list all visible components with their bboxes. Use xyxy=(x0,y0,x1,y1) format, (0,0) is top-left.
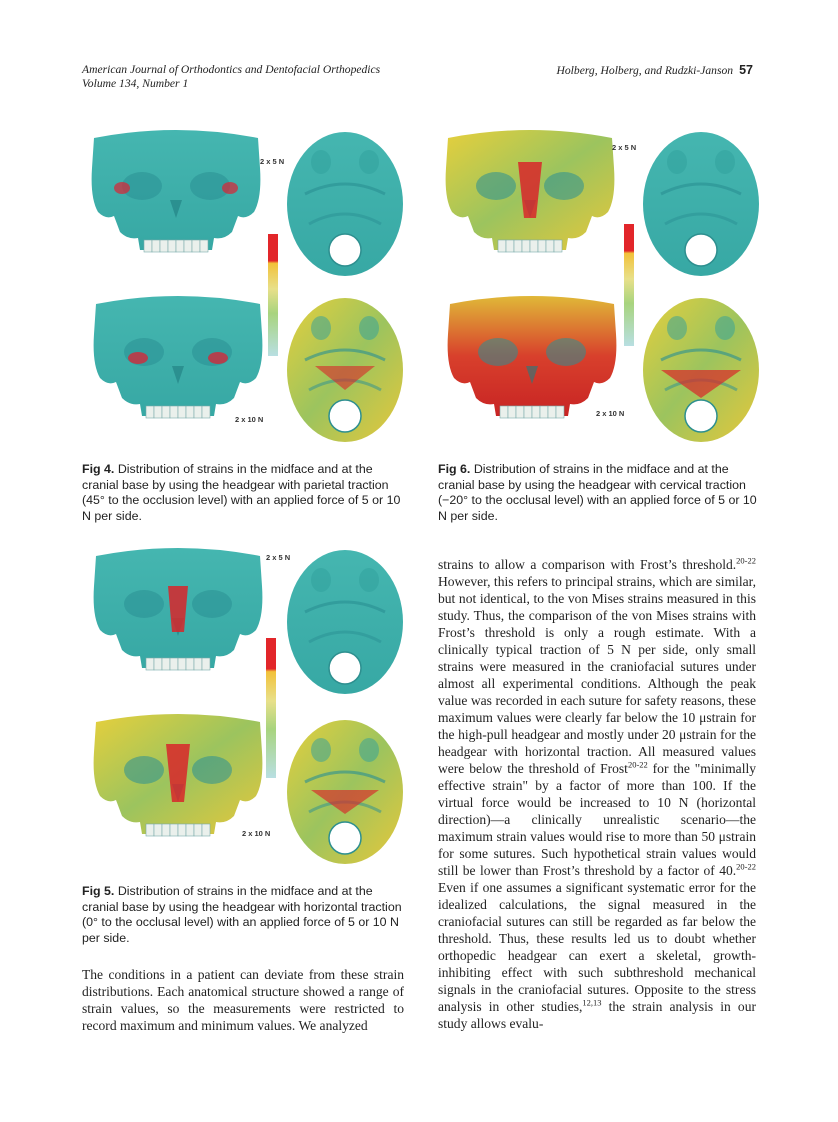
text-segment-3: for the "minimally effective strain" by a factor of more than 100. If the virtual force would be increased to 10 N (horizontal direction)—a clinically unrealistic scenario—the maximum strain values would rise to more than 50 μstrain for some sutures. Such hypothetical strain values would still be lower than Frost’s threshold by a factor of 40. xyxy=(438,761,756,878)
skull-frontal-10n xyxy=(448,296,617,418)
label-5n: 2 x 5 N xyxy=(260,157,285,166)
label-10n: 2 x 10 N xyxy=(596,409,625,418)
body-paragraph xyxy=(438,556,756,1032)
figure-6-caption-text: Distribution of strains in the midface and at the cranial base by using the headgear with cervical traction (−20° to the occlusal level) with an applied force of 5 or 10 N per side. xyxy=(438,462,757,523)
color-scale-bar xyxy=(268,234,278,356)
text-segment-5: the strain analysis in our study allows evalu- xyxy=(438,999,756,1031)
label-10n: 2 x 10 N xyxy=(242,829,271,838)
color-scale-bar xyxy=(266,638,276,778)
cranial-base-10n xyxy=(643,298,759,442)
cranial-base-5n xyxy=(287,550,403,694)
cranial-base-10n xyxy=(287,720,403,864)
figure-4-caption xyxy=(82,462,406,524)
citation-ref: 20-22 xyxy=(736,555,756,566)
label-5n: 2 x 5 N xyxy=(266,553,291,562)
figure-6-caption xyxy=(438,462,758,524)
color-scale-bar xyxy=(624,224,634,346)
skull-frontal-10n xyxy=(94,714,263,836)
skull-frontal-5n xyxy=(446,130,615,252)
journal-volume: Volume 134, Number 1 xyxy=(82,77,189,90)
cranial-base-5n xyxy=(287,132,403,276)
running-header-journal xyxy=(82,63,380,91)
text-segment-4: Even if one assumes a significant systematic error for the idealized calculations, the signal measured in the craniofacial sutures can still be regarded as far below the threshold. Thus, these results led us to doubt whether orthopedic headgear can exert a skeletal, growth-inhibiting effect with such subthreshold mechanical signals in the craniofacial sutures. Opposite to the stress analysis in other studies, xyxy=(438,880,756,1014)
figure-4-image xyxy=(82,124,412,454)
figure-6-label: Fig 6. xyxy=(438,462,471,476)
right-column-text xyxy=(438,556,756,1032)
page-number: 57 xyxy=(739,63,753,77)
left-column-paragraph xyxy=(82,966,404,1034)
authors: Holberg, Holberg, and Rudzki-Janson xyxy=(556,64,734,77)
text-segment-1: strains to allow a comparison with Frost’s threshold. xyxy=(438,557,737,572)
label-10n: 2 x 10 N xyxy=(235,415,264,424)
figure-5-caption-text: Distribution of strains in the midface and at the cranial base by using the headgear with horizontal traction (0° to the occlusal level) with an applied force of 5 or 10 N per side. xyxy=(82,884,402,945)
figure-5-label: Fig 5. xyxy=(82,884,115,898)
journal-title: American Journal of Orthodontics and Dentofacial Orthopedics xyxy=(82,63,381,76)
cranial-base-5n xyxy=(643,132,759,276)
figure-5-caption xyxy=(82,884,406,946)
figure-4-caption-text: Distribution of strains in the midface and at the cranial base by using the headgear with parietal traction (45° to the occlusion level) with an applied force of 5 or 10 N per side. xyxy=(82,462,401,523)
citation-ref: 20-22 xyxy=(736,861,756,872)
skull-frontal-5n xyxy=(94,548,263,670)
cranial-base-10n xyxy=(287,298,403,442)
paragraph-text: The conditions in a patient can deviate from these strain distributions. Each anatomical structure showed a range of strain values, so the measurements were restricted to record maximum and minimum values. We analyzed xyxy=(82,967,404,1033)
citation-ref: 12,13 xyxy=(582,997,602,1008)
skull-frontal-5n xyxy=(92,130,261,252)
figure-6-image xyxy=(438,124,768,454)
skull-frontal-10n xyxy=(94,296,263,418)
running-header-authors xyxy=(557,63,753,77)
citation-ref: 20-22 xyxy=(627,759,648,770)
figure-5-image xyxy=(82,540,412,880)
text-segment-2: However, this refers to principal strains, which are similar, but not identical, to the von Mises strains measured in this study. Thus, the comparison of the von Mises strains with Frost’s threshold is only a rough estimate. With a clinically typical traction of 5 N per side, only small strains were measured in the craniofacial sutures under almost all experimental conditions. Although the peak value was recorded in each suture for safety reasons, these maximum values were clearly far below the 10 μstrain for the high-pull headgear and mostly under 20 μstrain for the headgear with horizontal traction. All measured values were below the threshold of Frost xyxy=(438,574,756,776)
label-5n: 2 x 5 N xyxy=(612,143,637,152)
figure-4-label: Fig 4. xyxy=(82,462,115,476)
